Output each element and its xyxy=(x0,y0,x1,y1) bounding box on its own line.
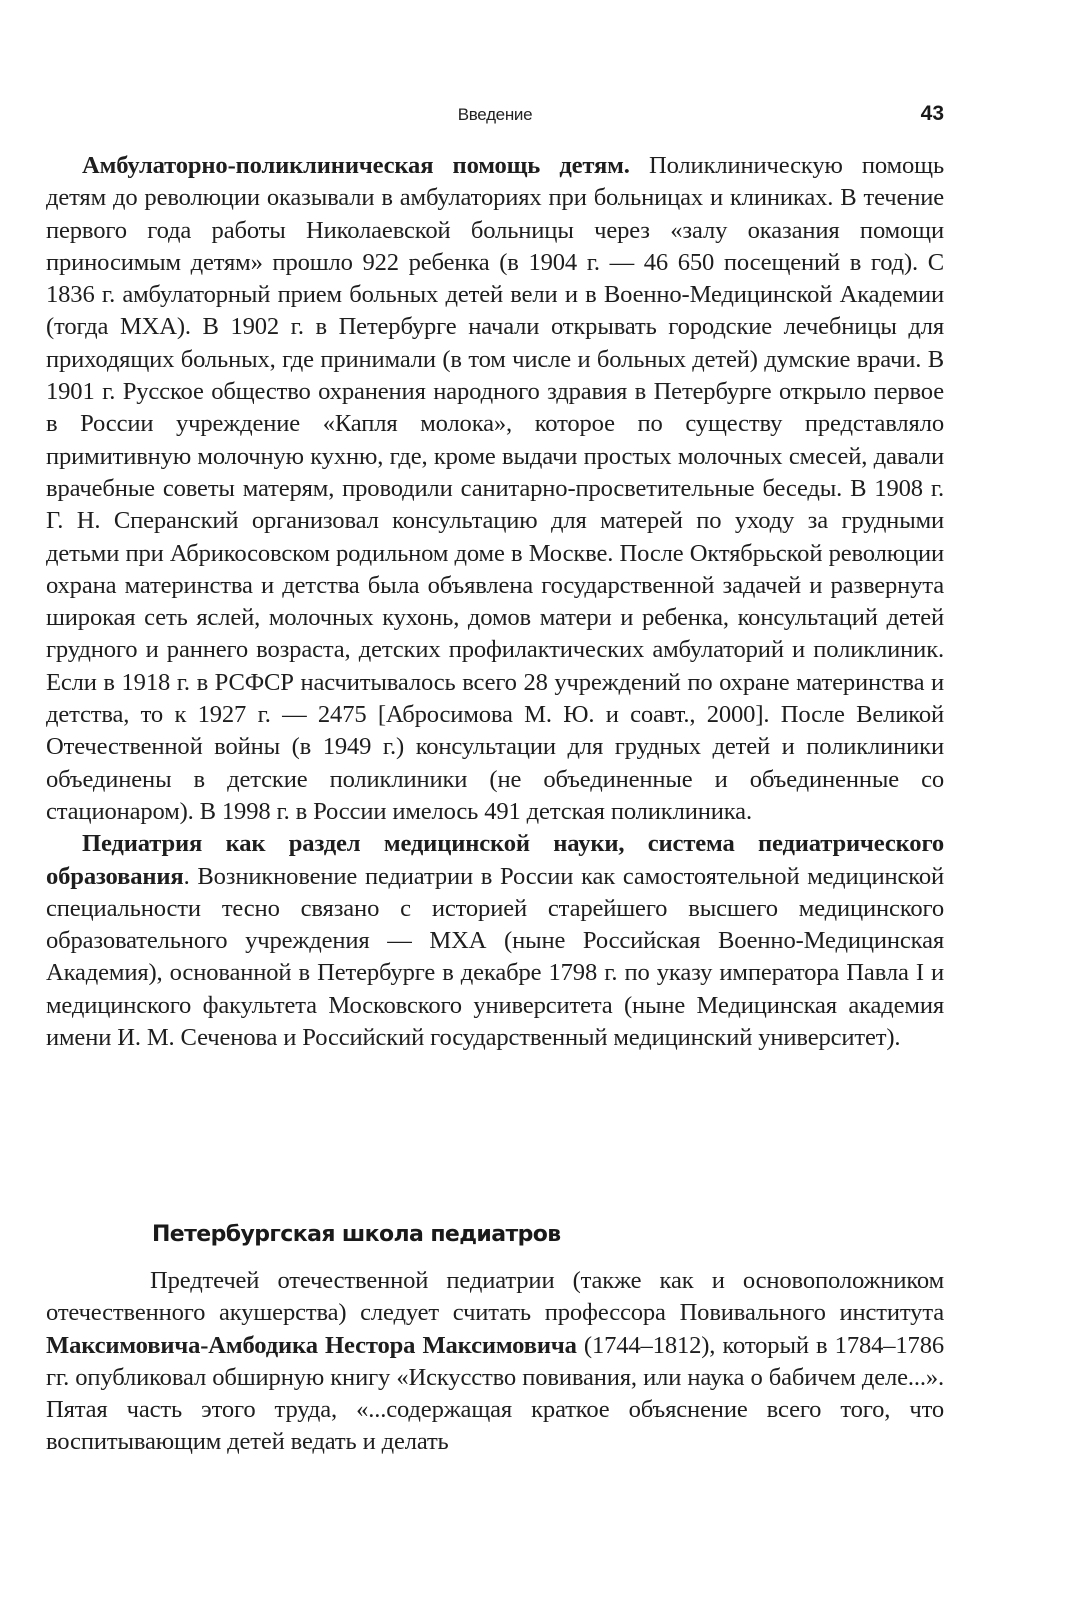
paragraph-outpatient-care xyxy=(46,150,944,828)
paragraph-text: (1744–1812), который в 1784–1786 гг. опубликовал обширную книгу «Искусство повивания, или наука о бабичем деле...». Пятая часть этого труда, «...содержащая краткое объяснение всего того, что воспитывающим детей ведать и делать xyxy=(46,1331,944,1456)
paragraph-lead: Амбулаторно-поликлиническая помощь детям. xyxy=(82,152,630,179)
text-block xyxy=(46,150,944,1054)
paragraph-pediatrics-science xyxy=(46,828,944,1054)
running-head xyxy=(46,100,944,134)
section-text-block xyxy=(46,1265,944,1459)
section-heading: Петербургская школа педиатров xyxy=(152,1222,561,1247)
paragraph-text: Предтечей отечественной педиатрии (также как и основоположником отечественного акушерства) следует считать профессора Повивального института xyxy=(46,1267,944,1327)
person-name: Максимовича-Амбодика Нестора Максимовича xyxy=(46,1331,577,1359)
paragraph-body: Поликлиническую помощь детям до революции оказывали в амбулаториях при больницах и клиниках. В течение первого года работы Николаевской больницы через «залу оказания помощи приносимым детям» прошло 922 ребенка (в 1904 г. — 46 650 посещений в год). С 1836 г. амбулаторный прием больных детей вели и в Военно-Медицинской Академии (тогда МХА). В 1902 г. в Петербурге начали открывать городские лечебницы для приходящих больных, где принимали (в том числе и больных детей) думские врачи. В 1901 г. Русское общество охранения народного здравия в Петербурге открыло первое в России учреждение «Капля молока», которое по существу представляло примитивную молочную кухню, где, кроме выдачи простых молочных смесей, давали врачебные советы матерям, проводили санитарно-просветительные беседы. В 1908 г. Г. Н. Сперанский организовал консультацию для матерей по уходу за грудными детьми при Абрикосовском родильном доме в Москве. После Октябрьской революции охрана материнства и детства была объявлена государственной задачей и развернута широкая сеть яслей, молочных кухонь, домов матери и ребенка, консультаций детей грудного и раннего возраста, детских профилактических амбулаторий и поликлиник. Если в 1918 г. в РСФСР насчитывалось всего 28 учреждений по охране материнства и детства, то к 1927 г. — 2475 [Абросимова М. Ю. и соавт., 2000]. После Великой Отечественной войны (в 1949 г.) консультации для грудных детей и поликлиники объединены в детские поликлиники (не объединенные и объединенные со стационаром). В 1998 г. в России имелось 491 детская поликлиника. xyxy=(46,152,945,825)
running-title: Введение xyxy=(457,105,533,124)
paragraph-precursor xyxy=(46,1265,944,1459)
paragraph-body: . Возникновение педиатрии в России как самостоятельной медицинской специальности тесно связано с историей старейшего высшего медицинского образовательного учреждения — МХА (ныне Российская Военно-Медицинская Академия), основанной в Петербурге в декабре 1798 г. по указу императора Павла I и медицинского факультета Московского университета (ныне Медицинская академия имени И. М. Сеченова и Российский государственный медицинский университет). xyxy=(46,862,944,1052)
paragraph-lead: Педиатрия как раздел медицинской науки, система педиатрического образования xyxy=(46,830,944,890)
page-number: 43 xyxy=(920,102,944,125)
